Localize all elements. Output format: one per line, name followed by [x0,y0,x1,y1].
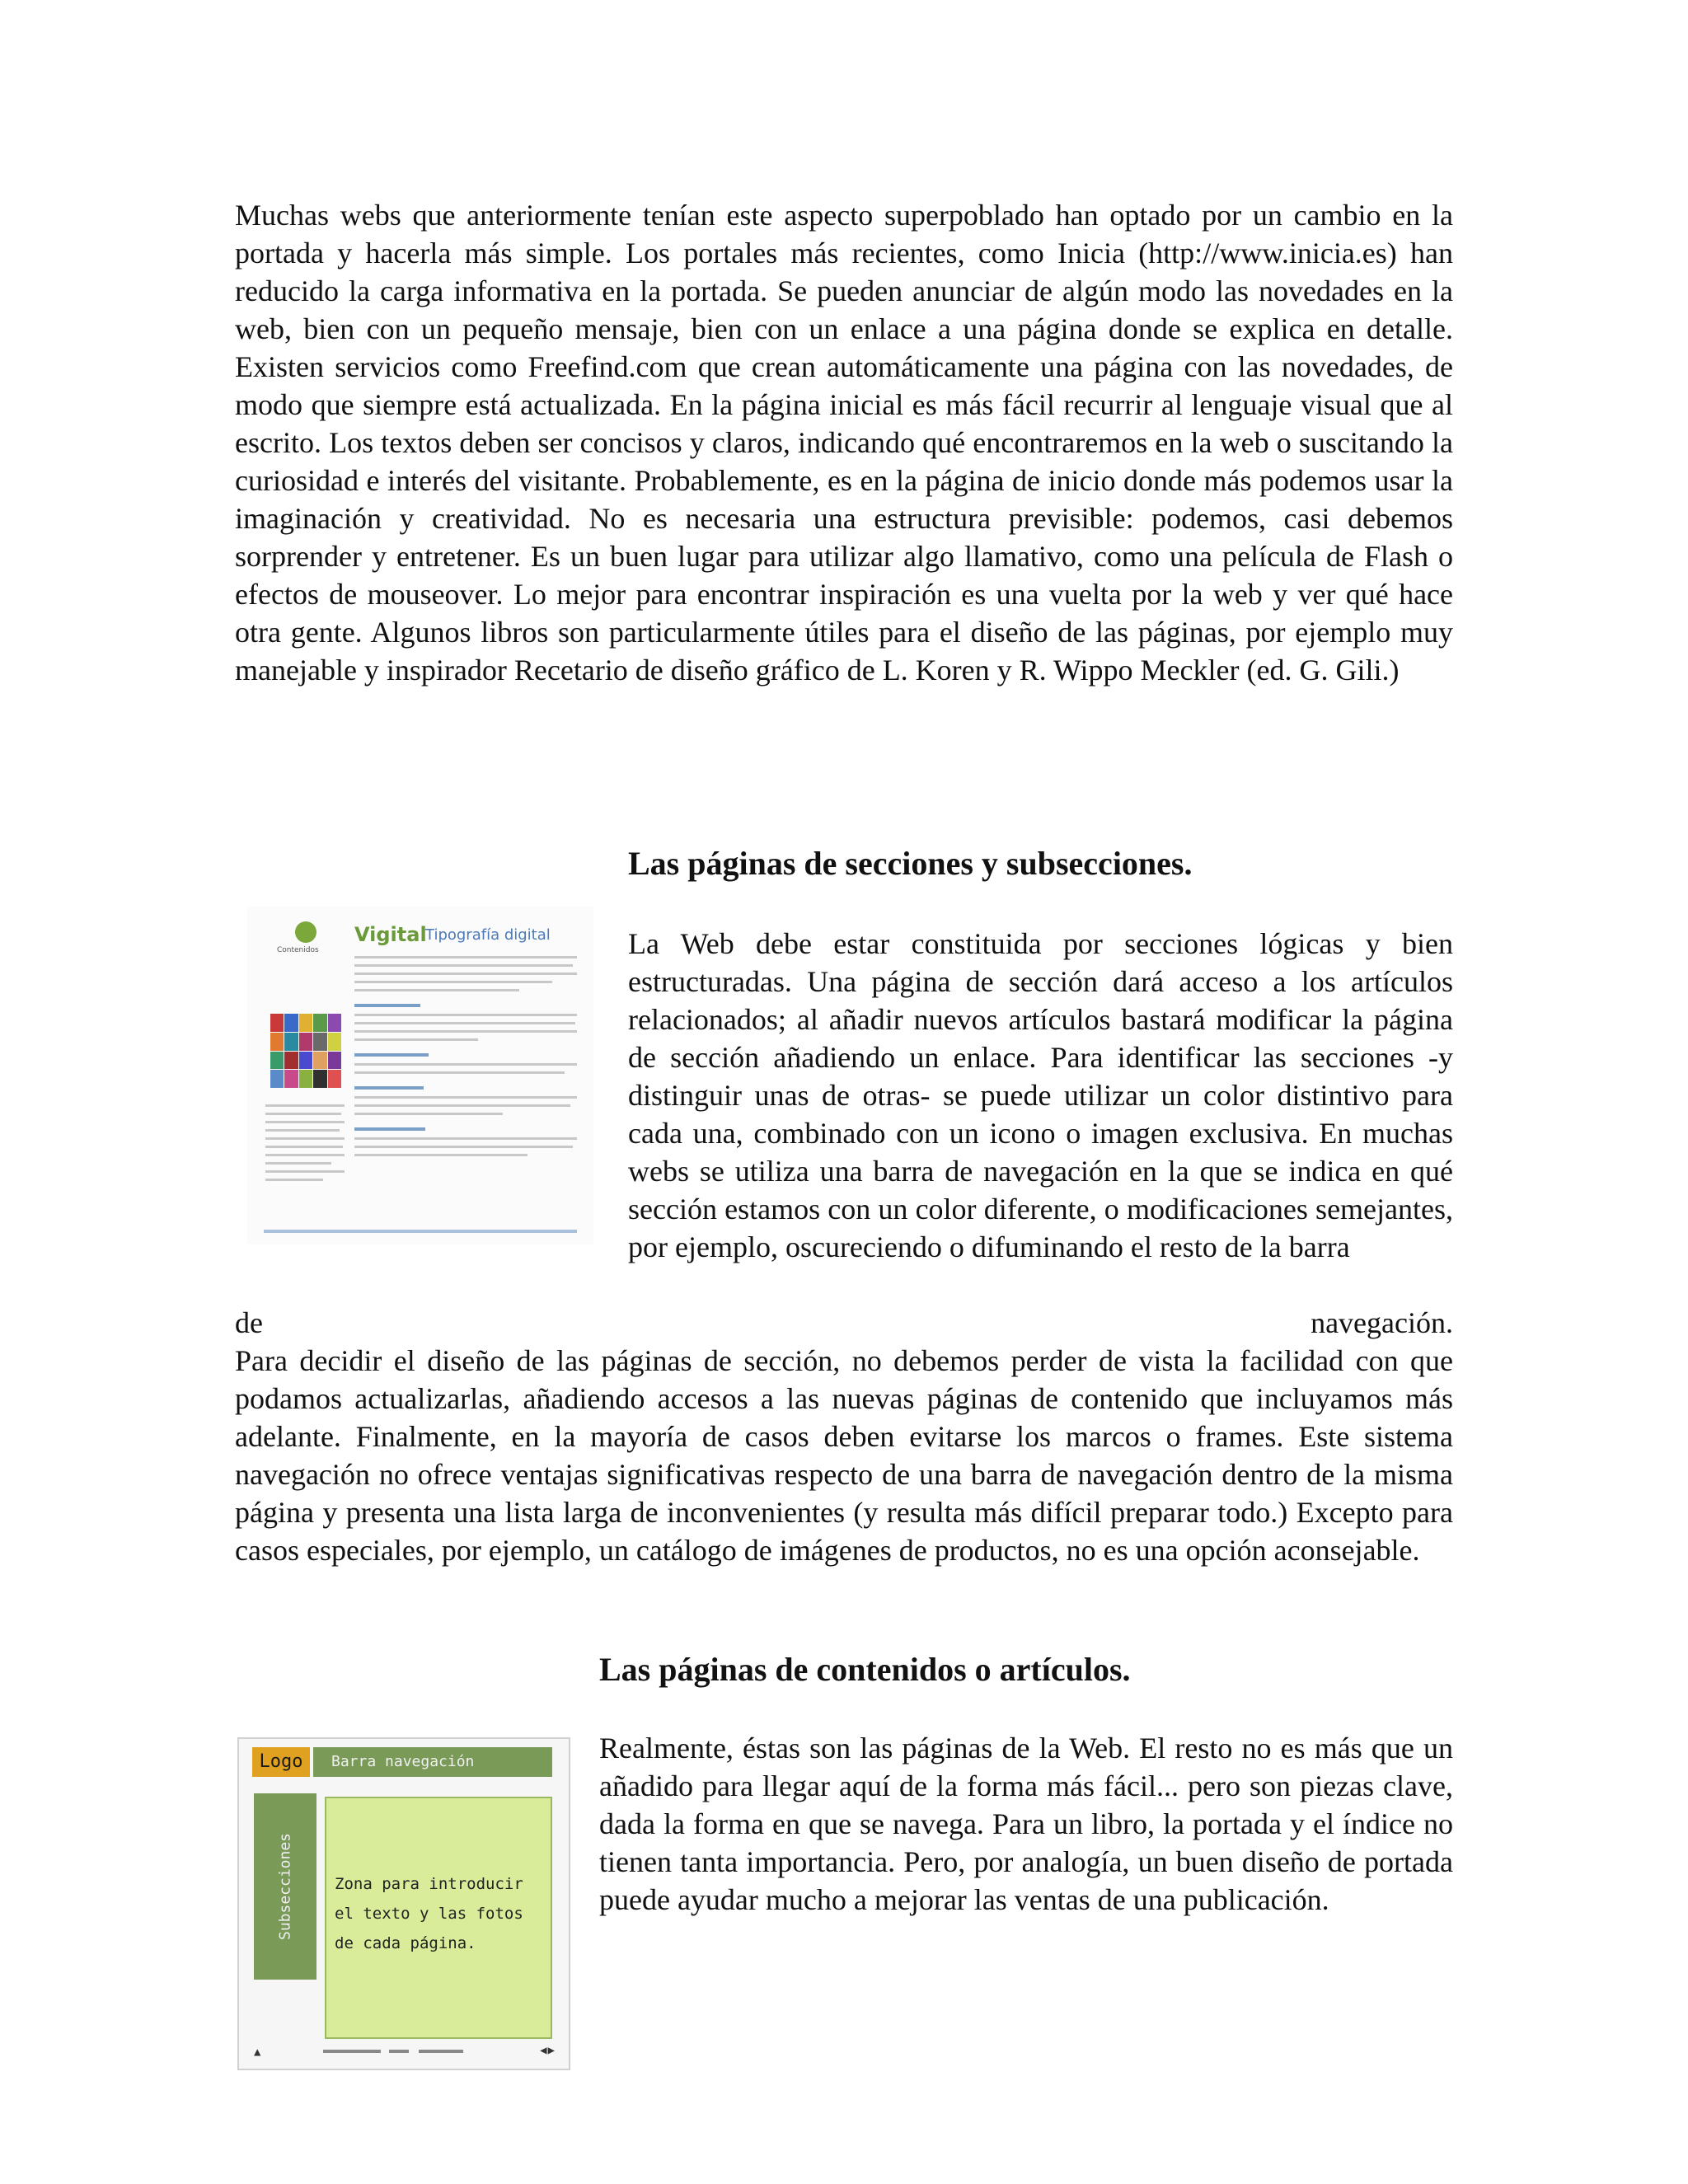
contents-heading: Las páginas de contenidos o artículos. [599,1651,1131,1688]
diagram-content-text: Zona para introducir el texto y las fotos de cada página. [335,1875,523,1952]
intro-paragraph: Muchas webs que anteriormente tenían este aspecto superpoblado han optado por un cambio en la portada y hacerla más simple. Los portales más recientes, como Inicia (http://www.inicia.es) han reducido la carga informativa en la portada. Se pueden anunciar de algún modo las novedades en la web, bien con un pequeño mensaje, bien con un enlace a una página donde se explica en detalle. Existen servicios como Freefind.com que crean automáticamente una página con las novedades, de modo que siempre está actualizada. En la página inicial es más fácil recurrir al lenguaje visual que al escrito. Los textos deben ser concisos y claros, indicando qué encontraremos en la web o suscitando la curiosidad e interés del visitante. Probablemente, es en la página de inicio donde más podemos usar la imaginación y creatividad. No es necesaria una estructura previsible: podemos, casi debemos sorprender y entretener. Es un buen lugar para utilizar algo llamativo, como una película de Flash o efectos de mouseover. Lo mejor para encontrar inspiración es una vuelta por la web y ver qué hace otra gente. Algunos libros son particularmente útiles para el diseño de las páginas, por ejemplo muy manejable y inspirador Recetario de diseño gráfico de L. Koren y R. Wippo Meckler (ed. G. Gili.) [235,199,1453,687]
thumbnail-logo-caption: Contenidos [277,946,319,954]
prev-next-arrows-icon: ◀▶ [540,2044,556,2057]
sections-side-paragraph: La Web debe estar constituida por secciones lógicas y bien estructuradas. Una página de sección dará acceso a los artículos relacionados; al añadir nuevos artículos bastará modificar la página de sección añadiendo un enlace. Para identificar las secciones -y distinguir unas de otras- se puede utilizar un color distintivo para cada una, combinado con un icono o imagen exclusiva. En muchas webs se utiliza una barra de navegación en la que se indica en qué sección estamos con un color diferente, o modificaciones semejantes, por ejemplo, oscureciendo o difuminando el resto de la barra [628,927,1453,1263]
typography-mosaic [270,1014,341,1088]
diagram-subsections-label: Subsecciones [276,1832,294,1941]
sections-heading: Las páginas de secciones y subsecciones. [628,845,1193,882]
contents-paragraph: Realmente, éstas son las páginas de la Web. El resto no es más que un añadido para llegar aquí de la forma más fácil... pero son piezas clave, dada la forma en que se navega. Para un libro, la portada y el índice no tienen tanta importancia. Pero, por analogía, un buen diseño de portada puede ayudar mucho a mejorar las ventas de una publicación. [599,1732,1453,1916]
thumbnail-title: Vigital [354,923,427,946]
diagram-nav-bar: Barra navegación [313,1747,552,1777]
sections-full-paragraph: Para decidir el diseño de las páginas de sección, no debemos perder de vista la facilidad con que podamos actualizarlas, añadiendo accesos a las nuevas páginas de contenido que incluyamos más adelante. Finalmente, en la mayoría de casos deben evitarse los marcos o frames. Este sistema navegación no ofrece ventajas significativas respecto de una barra de navegación dentro de la misma página y presenta una lista larga de inconvenientes (y resulta más difícil preparar todo.) Excepto para casos especiales, por ejemplo, un catálogo de imágenes de productos, no es una opción aconsejable. [235,1344,1453,1567]
thumbnail-footer-links [264,1230,577,1233]
diagram-subsections-bar [254,1793,316,1980]
diagram-bottom-bar [254,2044,556,2057]
page-layout-diagram [237,1737,570,2070]
sections-wrap-line: de navegación. [235,1306,1453,1339]
up-arrow-icon: ▲ [254,2046,261,2059]
vigital-thumbnail-image [247,907,593,1244]
thumbnail-subtitle: Tipografía digital [425,926,551,944]
diagram-content-area [325,1797,552,2039]
leaf-logo-icon [295,921,316,943]
diagram-logo-box: Logo [252,1747,310,1777]
